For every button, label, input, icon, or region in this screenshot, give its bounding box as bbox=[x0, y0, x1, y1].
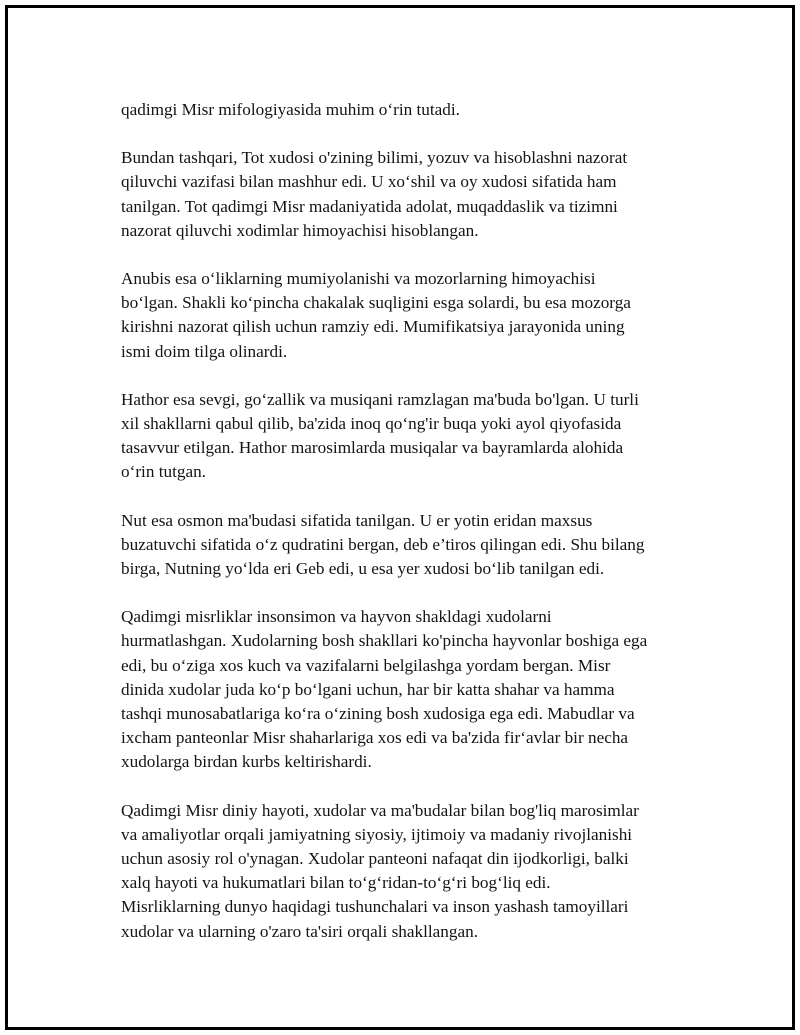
text-line: bo‘lgan. Shakli ko‘pincha chakalak suqligini esga solardi, bu esa mozorga bbox=[121, 293, 631, 313]
text-line: Qadimgi misrliklar insonsimon va hayvon shakldagi xudolarni bbox=[121, 607, 552, 627]
text-line: tanilgan. Tot qadimgi Misr madaniyatida adolat, muqaddaslik va tizimni bbox=[121, 196, 618, 216]
text-line: uchun asosiy rol o'ynagan. Xudolar panteoni nafaqat din ijodkorligi, balki bbox=[121, 849, 629, 869]
page-frame bbox=[5, 5, 795, 1030]
text-line: edi, bu o‘ziga xos kuch va vazifalarni belgilashga yordam bergan. Misr bbox=[121, 655, 611, 675]
text-line: Hathor esa sevgi, go‘zallik va musiqani ramzlagan ma'buda bo'lgan. U turli bbox=[121, 389, 639, 409]
text-line: hurmatlashgan. Xudolarning bosh shakllari ko'pincha hayvonlar boshiga ega bbox=[121, 631, 648, 651]
text-line: xudolarga birdan kurbs keltirishardi. bbox=[121, 752, 372, 772]
text-line: tasavvur etilgan. Hathor marosimlarda musiqalar va bayramlarda alohida bbox=[121, 438, 624, 458]
text-line: tashqi munosabatlariga ko‘ra o‘zining bosh xudosiga ega edi. Mabudlar va bbox=[121, 704, 635, 724]
text-line: kirishni nazorat qilish uchun ramziy edi. Mumifikatsiya jarayonida uning bbox=[121, 317, 625, 337]
paragraph bbox=[121, 605, 701, 774]
text-line: nazorat qiluvchi xodimlar himoyachisi hisoblangan. bbox=[121, 220, 479, 240]
text-line: Bundan tashqari, Tot xudosi o'zining bilimi, yozuv va hisoblashni nazorat bbox=[121, 148, 628, 168]
text-line: o‘rin tutgan. bbox=[121, 462, 206, 482]
text-line: birga, Nutning yo‘lda eri Geb edi, u esa yer xudosi bo‘lib tanilgan edi. bbox=[121, 559, 605, 579]
text-line: dinida xudolar juda ko‘p bo‘lgani uchun, har bir katta shahar va hamma bbox=[121, 679, 615, 699]
text-line: qadimgi Misr mifologiyasida muhim o‘rin tutadi. bbox=[121, 100, 460, 119]
text-line: xudolar va ularning o'zaro ta'siri orqali shakllangan. bbox=[121, 921, 478, 941]
text-line: Qadimgi Misr diniy hayoti, xudolar va ma'budalar bilan bog'liq marosimlar bbox=[121, 800, 639, 820]
text-line: Nut esa osmon ma'budasi sifatida tanilgan. U er yotin eridan maxsus bbox=[121, 510, 593, 530]
document-body bbox=[121, 98, 701, 968]
text-line: Anubis esa o‘liklarning mumiyolanishi va mozorlarning himoyachisi bbox=[121, 269, 596, 289]
paragraph bbox=[121, 98, 701, 122]
text-line: va amaliyotlar orqali jamiyatning siyosiy, ijtimoiy va madaniy rivojlanishi bbox=[121, 824, 633, 844]
text-line: Misrliklarning dunyo haqidagi tushunchalari va inson yashash tamoyillari bbox=[121, 897, 629, 917]
paragraph bbox=[121, 388, 701, 485]
text-line: ixcham panteonlar Misr shaharlariga xos edi va ba'zida fir‘avlar bir necha bbox=[121, 728, 629, 748]
paragraph bbox=[121, 509, 701, 582]
text-line: xil shakllarni qabul qilib, ba'zida inoq qo‘ng'ir buqa yoki ayol qiyofasida bbox=[121, 414, 622, 434]
paragraph bbox=[121, 799, 701, 944]
text-line: qiluvchi vazifasi bilan mashhur edi. U xo‘shil va oy xudosi sifatida ham bbox=[121, 172, 617, 192]
paragraph bbox=[121, 146, 701, 243]
text-line: buzatuvchi sifatida o‘z qudratini bergan, deb e’tiros qilingan edi. Shu bilang bbox=[121, 534, 645, 554]
paragraph bbox=[121, 267, 701, 364]
text-line: xalq hayoti va hukumatlari bilan to‘g‘ridan-to‘g‘ri bog‘liq edi. bbox=[121, 873, 551, 893]
text-line: ismi doim tilga olinardi. bbox=[121, 341, 288, 361]
